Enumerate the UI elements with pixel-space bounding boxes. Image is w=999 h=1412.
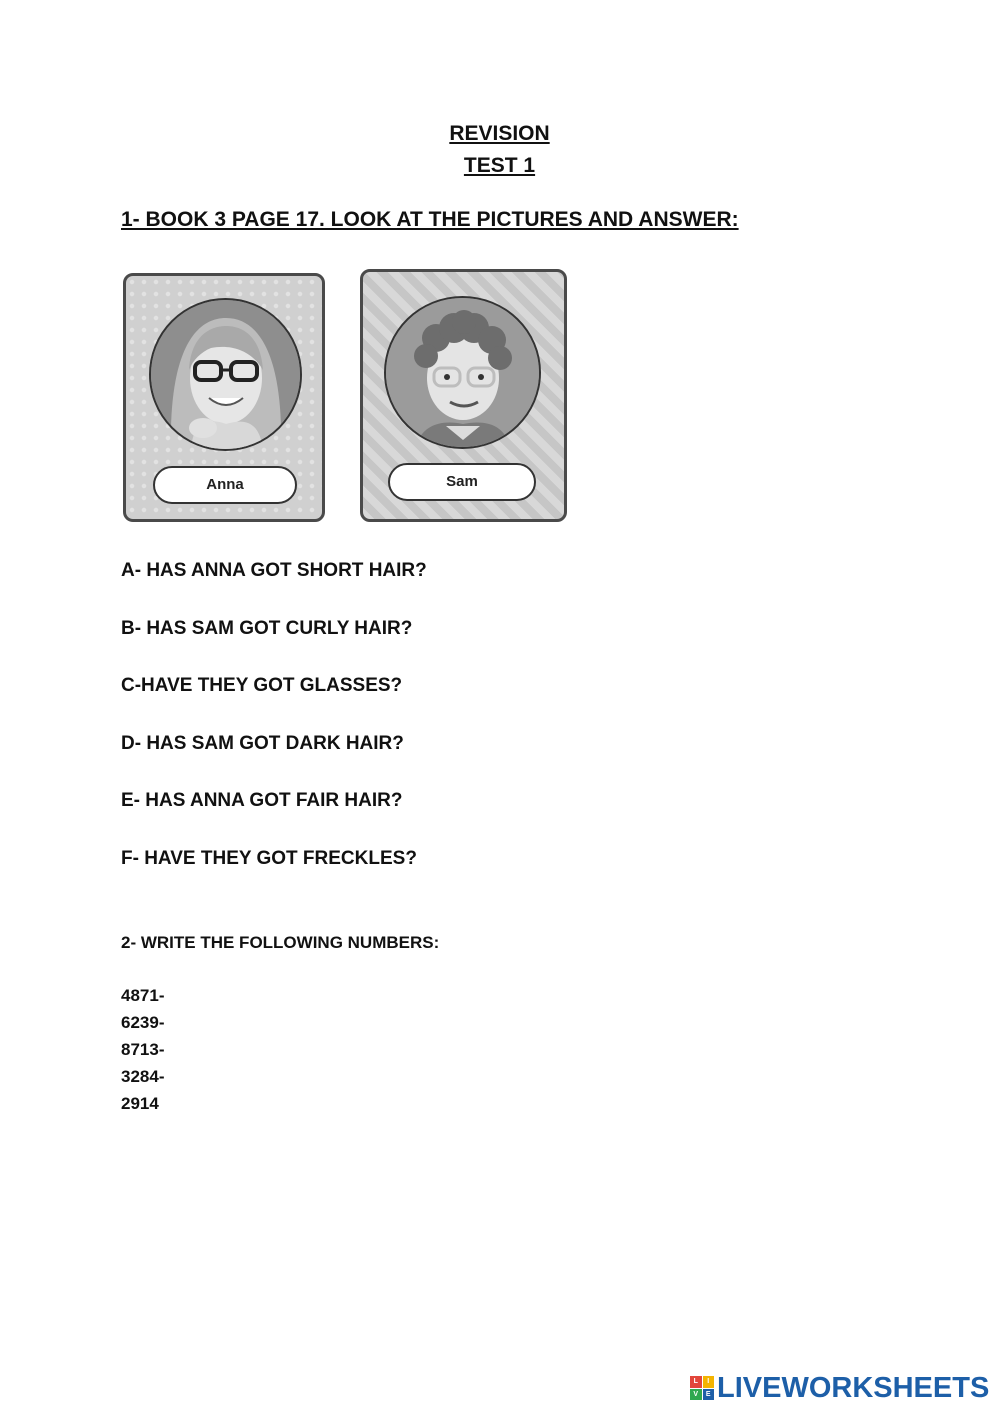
section2-heading: 2- WRITE THE FOLLOWING NUMBERS: [121, 933, 440, 952]
page-title: REVISION [449, 122, 550, 145]
question-e: E- HAS ANNA GOT FAIR HAIR? [121, 790, 403, 811]
number-item: 4871- [121, 986, 165, 1005]
anna-portrait [149, 298, 302, 451]
sam-card [360, 269, 567, 522]
sam-name-label: Sam [388, 463, 536, 501]
logo-text: LIVEWORKSHEETS [717, 1371, 990, 1404]
logo-mark-icon: L I V E [690, 1376, 714, 1400]
question-b: B- HAS SAM GOT CURLY HAIR? [121, 618, 413, 639]
question-f: F- HAVE THEY GOT FRECKLES? [121, 848, 417, 869]
section1-heading: 1- BOOK 3 PAGE 17. LOOK AT THE PICTURES AND ANSWER: [121, 208, 739, 231]
question-d: D- HAS SAM GOT DARK HAIR? [121, 733, 404, 754]
number-item: 3284- [121, 1067, 165, 1086]
anna-name-label: Anna [153, 466, 297, 504]
sam-portrait [384, 296, 541, 449]
number-item: 8713- [121, 1040, 165, 1059]
anna-card [123, 273, 325, 522]
liveworksheets-logo [690, 1372, 989, 1404]
number-item: 2914 [121, 1094, 159, 1113]
page-subtitle: TEST 1 [463, 154, 536, 177]
question-c: C-HAVE THEY GOT GLASSES? [121, 675, 403, 696]
number-item: 6239- [121, 1013, 165, 1032]
question-a: A- HAS ANNA GOT SHORT HAIR? [121, 560, 427, 581]
